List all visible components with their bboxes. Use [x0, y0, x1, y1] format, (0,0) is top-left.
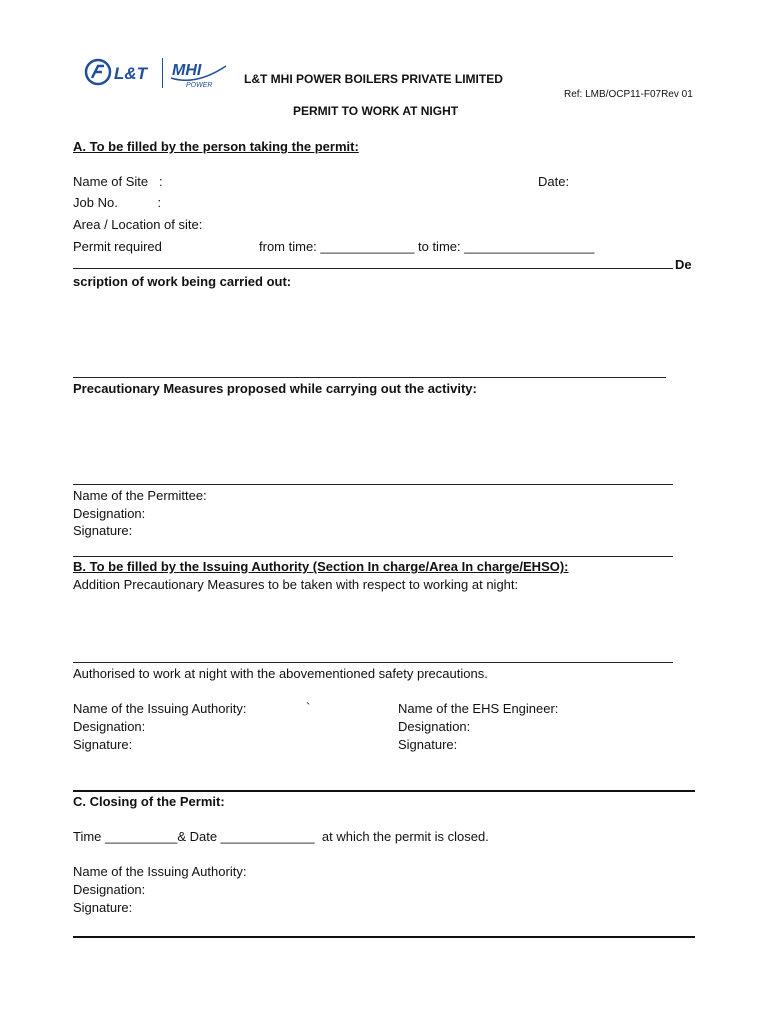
rule-line [73, 556, 673, 557]
name-of-site-label: Name of Site : [73, 174, 163, 189]
section-a-heading: A. To be filled by the person taking the permit: [73, 139, 359, 154]
permittee-name-label: Name of the Permittee: [73, 488, 207, 503]
closing-authority-label: Name of the Issuing Authority: [73, 864, 247, 879]
section-divider [73, 790, 695, 792]
issuing-authority-label: Name of the Issuing Authority: [73, 701, 247, 716]
rule-line [73, 268, 673, 269]
description-heading-start: De [675, 257, 692, 272]
closing-time-date-field: Time __________& Date _____________ at which the permit is closed. [73, 829, 489, 844]
area-location-label: Area / Location of site: [73, 217, 203, 232]
permittee-signature-label: Signature: [73, 523, 133, 538]
from-to-time-field: from time: _____________ to time: __________________ [259, 239, 595, 254]
company-name: L&T MHI POWER BOILERS PRIVATE LIMITED [244, 72, 503, 86]
issuing-designation-label: Designation: [73, 719, 146, 734]
reference-number: Ref: LMB/OCP11-F07Rev 01 [564, 89, 693, 100]
mhi-logo-sub: POWER [186, 82, 213, 89]
ehs-signature-label: Signature: [398, 737, 458, 752]
logo-separator [162, 58, 163, 88]
permit-required-label: Permit required [73, 239, 162, 254]
description-heading-cont: scription of work being carried out: [73, 274, 292, 289]
rule-line [73, 377, 666, 378]
rule-line [73, 484, 673, 485]
ehs-designation-label: Designation: [398, 719, 471, 734]
document-title: PERMIT TO WORK AT NIGHT [293, 104, 459, 118]
precaution-heading: Precautionary Measures proposed while carrying out the activity: [73, 381, 477, 396]
date-label: Date: [538, 174, 570, 189]
section-b-heading: B. To be filled by the Issuing Authority (Section In charge/Area In charge/EHSO): [73, 559, 569, 574]
job-no-label: Job No. : [73, 195, 162, 210]
closing-signature-label: Signature: [73, 900, 133, 915]
issuing-signature-label: Signature: [73, 737, 133, 752]
bottom-divider [73, 936, 695, 938]
permittee-designation-label: Designation: [73, 506, 146, 521]
authorised-statement: Authorised to work at night with the abovementioned safety precautions. [73, 666, 488, 681]
ehs-engineer-label: Name of the EHS Engineer: [398, 701, 559, 716]
lt-logo-text: L&T [114, 64, 148, 83]
additional-precautions-label: Addition Precautionary Measures to be taken with respect to working at night: [73, 577, 519, 592]
stray-backtick: ` [306, 700, 311, 715]
mhi-logo-text: MHI [172, 62, 202, 79]
lt-logo [84, 56, 160, 88]
mhi-power-logo [168, 56, 230, 90]
section-c-heading: C. Closing of the Permit: [73, 794, 225, 809]
rule-line [73, 662, 673, 663]
closing-designation-label: Designation: [73, 882, 146, 897]
